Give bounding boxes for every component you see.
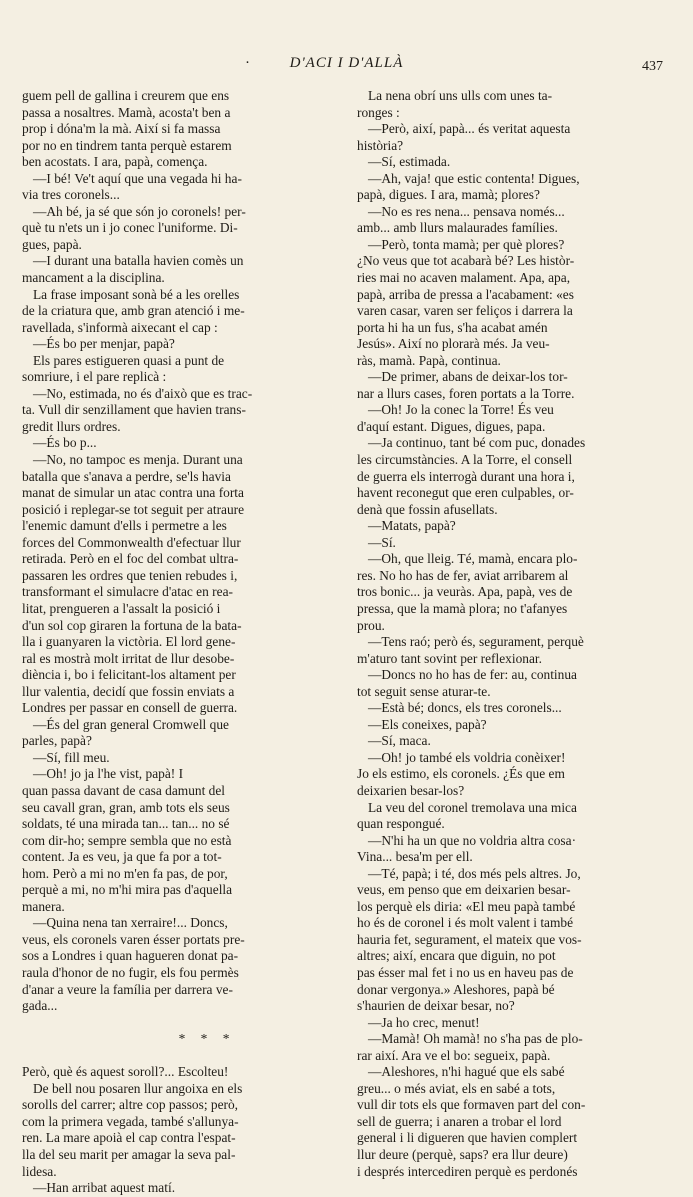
text-line: passa a nosaltres. Mamà, acosta't ben a bbox=[22, 104, 231, 120]
text-line: pressa, que la mamà plora; no t'afanyes bbox=[357, 600, 568, 616]
text-line: Jo els estimo, els coronels. ¿És que em bbox=[357, 766, 565, 782]
text-line: prou. bbox=[357, 617, 385, 633]
text-line: —Oh, que lleig. Té, mamà, encara plo- bbox=[368, 551, 578, 567]
text-line: —Ja continuo, tant bé com puc, donades bbox=[368, 435, 586, 451]
text-line: batalla que s'anava a perdre, se'ls havia bbox=[22, 468, 231, 484]
text-line: —No, no tampoc es menja. Durant una bbox=[33, 452, 243, 468]
text-line: por no en tindrem tanta perquè estarem bbox=[22, 137, 232, 153]
text-line: varen casar, varen ser feliços i darrera la bbox=[357, 303, 573, 319]
text-line: m'aturo tant sovint per reflexionar. bbox=[357, 650, 542, 666]
text-line: —Tens raó; però és, segurament, perquè bbox=[368, 634, 584, 650]
text-line: l'enemic damunt d'ells i permetre a les bbox=[22, 518, 227, 534]
text-line: havent reconegut que eren culpables, or- bbox=[357, 485, 574, 501]
text-line: —Ah, vaja! que estic contenta! Digues, bbox=[368, 170, 580, 186]
text-line: rar així. Ara ve el bo: segueix, papà. bbox=[357, 1047, 551, 1063]
text-line: Jesús». Així no plorarà més. Ja veu- bbox=[357, 336, 550, 352]
text-line: quan respongué. bbox=[357, 816, 445, 832]
text-line: ta. Vull dir senzillament que havien trans- bbox=[22, 402, 246, 418]
text-line: —De primer, abans de deixar-los tor- bbox=[368, 369, 568, 385]
text-line: —És del gran general Cromwell que bbox=[33, 716, 229, 732]
text-line: diència i, bo i felicitant-los altament per bbox=[22, 667, 236, 683]
text-line: porta hi ha un fus, s'ha acabat amén bbox=[357, 319, 548, 335]
text-line: tot seguit sense aturar-te. bbox=[357, 683, 491, 699]
text-line: Vina... besa'm per ell. bbox=[357, 849, 473, 865]
text-line: lidesa. bbox=[22, 1163, 57, 1179]
text-line: i després intercediren perquè es perdonés bbox=[357, 1163, 578, 1179]
text-line: llur deure (perquè, saps? era llur deure) bbox=[357, 1147, 568, 1162]
text-line: denà que fossin afusellats. bbox=[357, 501, 498, 517]
text-line: d'un sol cop giraren la fortuna de la bata- bbox=[22, 617, 242, 633]
text-line: de la criatura que, amb gran atenció i me- bbox=[22, 303, 245, 319]
text-line: manat de simular un atac contra una forta bbox=[22, 485, 244, 501]
text-line: què tu n'ets un i jo conec l'uniforme. Di- bbox=[22, 220, 238, 236]
text-line: —És bo per menjar, papà? bbox=[33, 336, 175, 352]
text-line: perquè a mi, no m'hi mira pas d'aquella bbox=[22, 882, 233, 898]
text-line: La frase imposant sonà bé a les orelles bbox=[33, 286, 240, 302]
text-line: com dir-ho; sempre sembla que no està bbox=[22, 832, 232, 848]
text-line: d'anar a veure la família per darrera ve- bbox=[22, 981, 233, 997]
text-line: —I bé! Ve't aquí que una vegada hi ha- bbox=[33, 170, 242, 186]
text-line: general i li digueren que havien complert bbox=[357, 1130, 578, 1146]
text-line: posició i replegar-se tot seguit per atraure bbox=[22, 501, 245, 517]
right-column bbox=[357, 88, 664, 1180]
text-line: seu cavall gran, gran, amb tots els seus bbox=[22, 799, 230, 815]
text-line: —Sí, maca. bbox=[368, 733, 431, 749]
text-line: —Ah bé, ja sé que són jo coronels! per- bbox=[33, 203, 246, 219]
text-line: —Té, papà; i té, dos més pels altres. Jo, bbox=[368, 865, 581, 881]
text-line: los perquè els diria: «El meu papà també bbox=[357, 898, 576, 914]
text-line: soldats, té una mirada tan... tan... no sé bbox=[22, 816, 230, 832]
left-column bbox=[22, 88, 332, 1197]
text-line: amb... amb llurs malaurades famílies. bbox=[357, 220, 558, 236]
text-line: parles, papà? bbox=[22, 733, 92, 749]
text-line: passaren les ordres que tenien rebudes i, bbox=[22, 567, 238, 583]
text-line: ronges : bbox=[357, 104, 400, 120]
text-line: vull dir tots els que formaven part del con- bbox=[357, 1097, 586, 1113]
text-line: sos a Londres i quan hagueren donat pa- bbox=[22, 948, 239, 964]
text-line: ¿No veus que tot acabarà bé? Les històr- bbox=[357, 253, 575, 269]
text-line: somriure, i el pare replicà : bbox=[22, 369, 167, 385]
text-line: —Sí, fill meu. bbox=[33, 749, 110, 765]
text-line: litat, prengueren a l'assalt la posició i bbox=[22, 600, 221, 616]
text-line: ries mai no acaven malament. Apa, apa, bbox=[357, 270, 571, 286]
page-number: 437 bbox=[642, 59, 663, 74]
text-line: papà, digues. I ara, mamà; plores? bbox=[357, 187, 540, 203]
text-line: ho és de coronel i és molt valent i també bbox=[357, 915, 574, 931]
text-line: —Sí, estimada. bbox=[368, 154, 451, 170]
blank-line bbox=[22, 1048, 332, 1065]
text-line: deixarien besar-los? bbox=[357, 782, 465, 798]
text-line: papà, arriba de pressa a l'acabament: «es bbox=[357, 286, 574, 302]
text-line: res. No ho has de fer, aviat arribarem al bbox=[357, 567, 569, 583]
text-line: —Oh! Jo la conec la Torre! És veu bbox=[368, 402, 554, 418]
text-line: veus, els coronels varen ésser portats pre- bbox=[22, 931, 245, 947]
text-line: —És bo p... bbox=[33, 435, 97, 451]
text-line: gredit llurs ordres. bbox=[22, 418, 121, 434]
text-line: ràs, mamà. Papà, continua. bbox=[357, 352, 501, 368]
text-line: —Quina nena tan xerraire!... Doncs, bbox=[33, 915, 228, 931]
text-line: retirada. Però en el foc del combat ultra- bbox=[22, 551, 239, 567]
text-line: tros bonic... ja veuràs. Apa, papà, ves de bbox=[357, 584, 573, 600]
text-line: gues, papà. bbox=[22, 236, 82, 252]
text-line: transformant el simulacre d'atac en rea- bbox=[22, 584, 233, 600]
text-line: sorolls del carrer; altre cop passos; però, bbox=[22, 1097, 239, 1113]
text-line: —Doncs no ho has de fer: au, continua bbox=[368, 667, 577, 683]
text-line: pas ésser mal fet i no us en haveu pas de bbox=[357, 964, 574, 980]
text-line: —Sí. bbox=[368, 534, 396, 550]
text-line: via tres coronels... bbox=[22, 187, 120, 203]
text-line: —Han arribat aquest matí. bbox=[33, 1180, 176, 1196]
text-line: ben acostats. I ara, papà, comença. bbox=[22, 154, 208, 170]
blank-line bbox=[22, 1015, 332, 1032]
text-line: com la primera vegada, també s'allunya- bbox=[22, 1113, 239, 1129]
text-line: —N'hi ha un que no voldria altra cosa· bbox=[368, 832, 577, 848]
text-line: Londres per passar en consell de guerra. bbox=[22, 700, 238, 716]
section-separator: * * * bbox=[178, 1031, 236, 1047]
text-line: hauria fet, segurament, el mateix que vos- bbox=[357, 931, 582, 947]
text-line: prop i dóna'm la mà. Així si fa massa bbox=[22, 121, 221, 137]
text-line: Els pares estigueren quasi a punt de bbox=[33, 352, 225, 368]
text-line: de guerra els interrogà durant una hora i, bbox=[357, 468, 575, 484]
text-line: sell de guerra; i anaren a trobar el lord bbox=[357, 1113, 562, 1129]
text-line: —Però, així, papà... és veritat aquesta bbox=[368, 121, 571, 137]
text-line: ren. La mare apoià el cap contra l'espat- bbox=[22, 1130, 236, 1146]
text-line: greu... o més aviat, els en sabé a tots, bbox=[357, 1080, 556, 1096]
text-line: donar vergonya.» Aleshores, papà bé bbox=[357, 981, 555, 997]
text-line: La nena obrí uns ulls com unes ta- bbox=[368, 88, 553, 103]
text-line: gada... bbox=[22, 998, 58, 1014]
text-line: —Oh! jo també els voldria conèixer! bbox=[368, 749, 566, 765]
text-line: forces del Commonwealth d'efectuar llur bbox=[22, 534, 241, 550]
text-line: història? bbox=[357, 137, 404, 153]
text-line: lla del seu marit per amagar la seva pal- bbox=[22, 1147, 236, 1162]
text-line: llur valentia, decidí que fossin enviats a bbox=[22, 683, 235, 699]
text-line: —Oh! jo ja l'he vist, papà! I bbox=[33, 766, 184, 782]
text-line: mancament a la disciplina. bbox=[22, 270, 165, 286]
text-line: veus, em penso que em deixarien besar- bbox=[357, 882, 571, 898]
text-line: —No es res nena... pensava només... bbox=[368, 203, 565, 219]
text-line: —Aleshores, n'hi hagué que els sabé bbox=[368, 1064, 565, 1080]
text-line: d'aquí estant. Digues, digues, papa. bbox=[357, 418, 546, 434]
text-line: —Ja ho crec, menut! bbox=[368, 1014, 480, 1030]
text-line: quan passa davant de casa damunt del bbox=[22, 782, 226, 798]
text-line: —I durant una batalla havien comès un bbox=[33, 253, 244, 269]
text-line: guem pell de gallina i creurem que ens bbox=[22, 88, 230, 103]
text-line: lla i guanyaren la victòria. El lord gene- bbox=[22, 634, 236, 650]
text-line: content. Ja es veu, ja que fa por a tot- bbox=[22, 849, 222, 865]
text-line: —Està bé; doncs, els tres coronels... bbox=[368, 700, 562, 716]
text-line: —Mamà! Oh mamà! no s'ha pas de plo- bbox=[368, 1031, 583, 1047]
running-title: D'ACI I D'ALLÀ bbox=[289, 55, 404, 71]
text-line: —Els coneixes, papà? bbox=[368, 716, 487, 732]
text-line: —Però, tonta mamà; per què plores? bbox=[368, 236, 565, 252]
text-line: hom. Però a mi no m'en fa pas, de por, bbox=[22, 865, 228, 881]
text-line: altres; així, encara que diguin, no pot bbox=[357, 948, 556, 964]
text-line: Però, què és aquest soroll?... Escolteu! bbox=[22, 1064, 229, 1080]
text-line: s'haurien de deixar besar, no? bbox=[357, 998, 515, 1014]
text-line: De bell nou posaren llur angoixa en els bbox=[33, 1080, 243, 1096]
running-header bbox=[0, 55, 693, 79]
header-dash: · bbox=[245, 55, 250, 71]
text-line: —No, estimada, no és d'això que es trac- bbox=[33, 385, 253, 401]
text-line: raula d'honor de no fugir, els fou permès bbox=[22, 964, 239, 980]
text-line: manera. bbox=[22, 898, 65, 914]
text-line: —Matats, papà? bbox=[368, 518, 456, 534]
text-line: ral es mostrà molt irritat de llur desobe- bbox=[22, 650, 235, 666]
text-line: La veu del coronel tremolava una mica bbox=[368, 799, 577, 815]
text-line: les circumstàncies. A la Torre, el consell bbox=[357, 452, 573, 468]
text-line: ravellada, s'informà aixecant el cap : bbox=[22, 319, 218, 335]
text-line: nar a llurs cases, foren portats a la Torre. bbox=[357, 385, 575, 401]
